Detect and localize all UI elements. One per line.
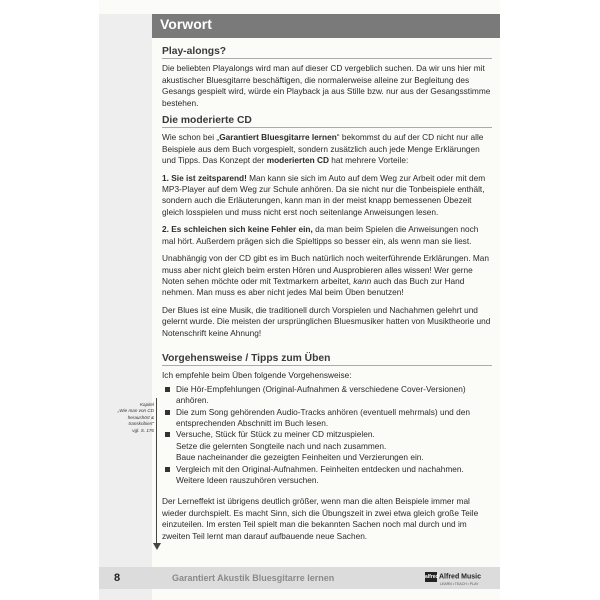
page-content xyxy=(162,40,492,548)
publisher-logo: alfredAlfred Music xyxy=(425,573,482,581)
heading-playalongs: Play-alongs? xyxy=(162,46,492,59)
chapter-reference-note: Kapitel „Wie man von CD heraushört & transkribiert“ vgl. S. 176 xyxy=(117,402,154,433)
paragraph-learning-effect: Der Lerneffekt ist übrigens deutlich größer, wenn man die alten Beispiele immer mal wieder durchspielt. Es macht Sinn, sich die Übungszeit in zwei etwa gleich große Teile einzuteilen. Im ersten Teil spielt man die bekannten Sachen noch mal durch und im zweiten Teil lernt man darauf aufbauende neue Sachen. xyxy=(162,496,479,541)
heading-moderierte-cd: Die moderierte CD xyxy=(162,115,492,128)
arrow-down-icon xyxy=(153,543,161,550)
list-item: Versuche, Stück für Stück zu meiner CD mitzuspielen. Setze die gelernten Songteile nach und nach zusammen. Baue nacheinander die gezeigten Feinheiten und Verzierungen ein. xyxy=(162,429,492,463)
list-item: Die zum Song gehörenden Audio-Tracks anhören (eventuell mehrmals) und den entsprechenden Abschnitt im Buch lesen. xyxy=(162,407,492,430)
paragraph-tips-intro: Ich empfehle beim Üben folgende Vorgehensweise: xyxy=(162,370,352,381)
paragraph-advantage-1: 1. Sie ist zeitsparend! Man kann sie sich im Auto auf dem Weg zur Arbeit oder mit dem MP3-Player auf dem Weg zur Schule anhören. Da sie nicht nur die Tonbeispiele enthält, sondern auch die Erläuterungen, kann man in der meist knapp bemessenen Übezeit gleich losspielen und muss nicht erst noch seitenlange Anweisungen lesen. xyxy=(162,172,486,217)
tips-list xyxy=(162,384,492,487)
alfred-logo-icon: alfred xyxy=(425,574,439,580)
publisher-tagline: LEARN • TEACH • PLAY xyxy=(440,582,479,586)
page-number: 8 xyxy=(114,572,121,584)
chapter-title: Vorwort xyxy=(160,16,212,32)
paragraph-playalongs: Die beliebten Playalongs wird man auf dieser CD vergeblich suchen. Da wir uns hier mit akustischer Bluesgitarre beschäftigen, die normalerweise alleine zur Begleitung des Gesangs gespielt wird, würde ein Playback ja aus Stille bzw. nur aus der Gesangsstimme bestehen. xyxy=(162,63,491,108)
list-item: Vergleich mit den Original-Aufnahmen. Feinheiten entdecken und nachahmen. Weitere Ideen rauszuhören versuchen. xyxy=(162,464,492,487)
paragraph-cd-intro: Wie schon bei „Garantiert Bluesgitarre lernen“ bekommst du auf der CD nicht nur alle Beispiele aus dem Buch vorgespielt, sondern zusätzlich auch jede Menge Erklärungen und Tipps. Das Konzept der moderierten CD hat mehrere Vorteile: xyxy=(162,132,484,166)
paragraph-blues-tradition: Der Blues ist eine Musik, die traditionell durch Vorspielen und Nachahmen gelehrt und gelernt wurde. Die meisten der ursprünglichen Bluesmusiker hatten von Musiktheorie und Notenschrift keine Ahnung! xyxy=(162,304,491,338)
paragraph-book-usage: Unabhängig von der CD gibt es im Buch natürlich noch weiterführende Erklärungen. Man muss aber nicht gleich beim ersten Hören und Ausprobieren alles wissen! Wer gerne Noten sehen möchte oder mit Textmarkern arbeitet, kann auch das Buch zur Hand nehmen. Man muss es aber nicht jedes Mal beim Üben benutzen! xyxy=(162,253,489,298)
footer-book-title: Garantiert Akustik Bluesgitarre lernen xyxy=(172,573,335,583)
paragraph-advantage-2: 2. Es schleichen sich keine Fehler ein, da man beim Spielen die Anweisungen noch mal hört. Außerdem prägen sich die Spieltipps so besser ein, als wenn man sie liest. xyxy=(162,224,479,246)
reference-arrow-line xyxy=(156,398,157,546)
left-margin-column xyxy=(99,14,152,600)
list-item: Die Hör-Empfehlungen (Original-Aufnahmen & verschiedene Cover-Versionen) anhören. xyxy=(162,384,492,407)
heading-tips: Vorgehensweise / Tipps zum Üben xyxy=(162,353,492,366)
